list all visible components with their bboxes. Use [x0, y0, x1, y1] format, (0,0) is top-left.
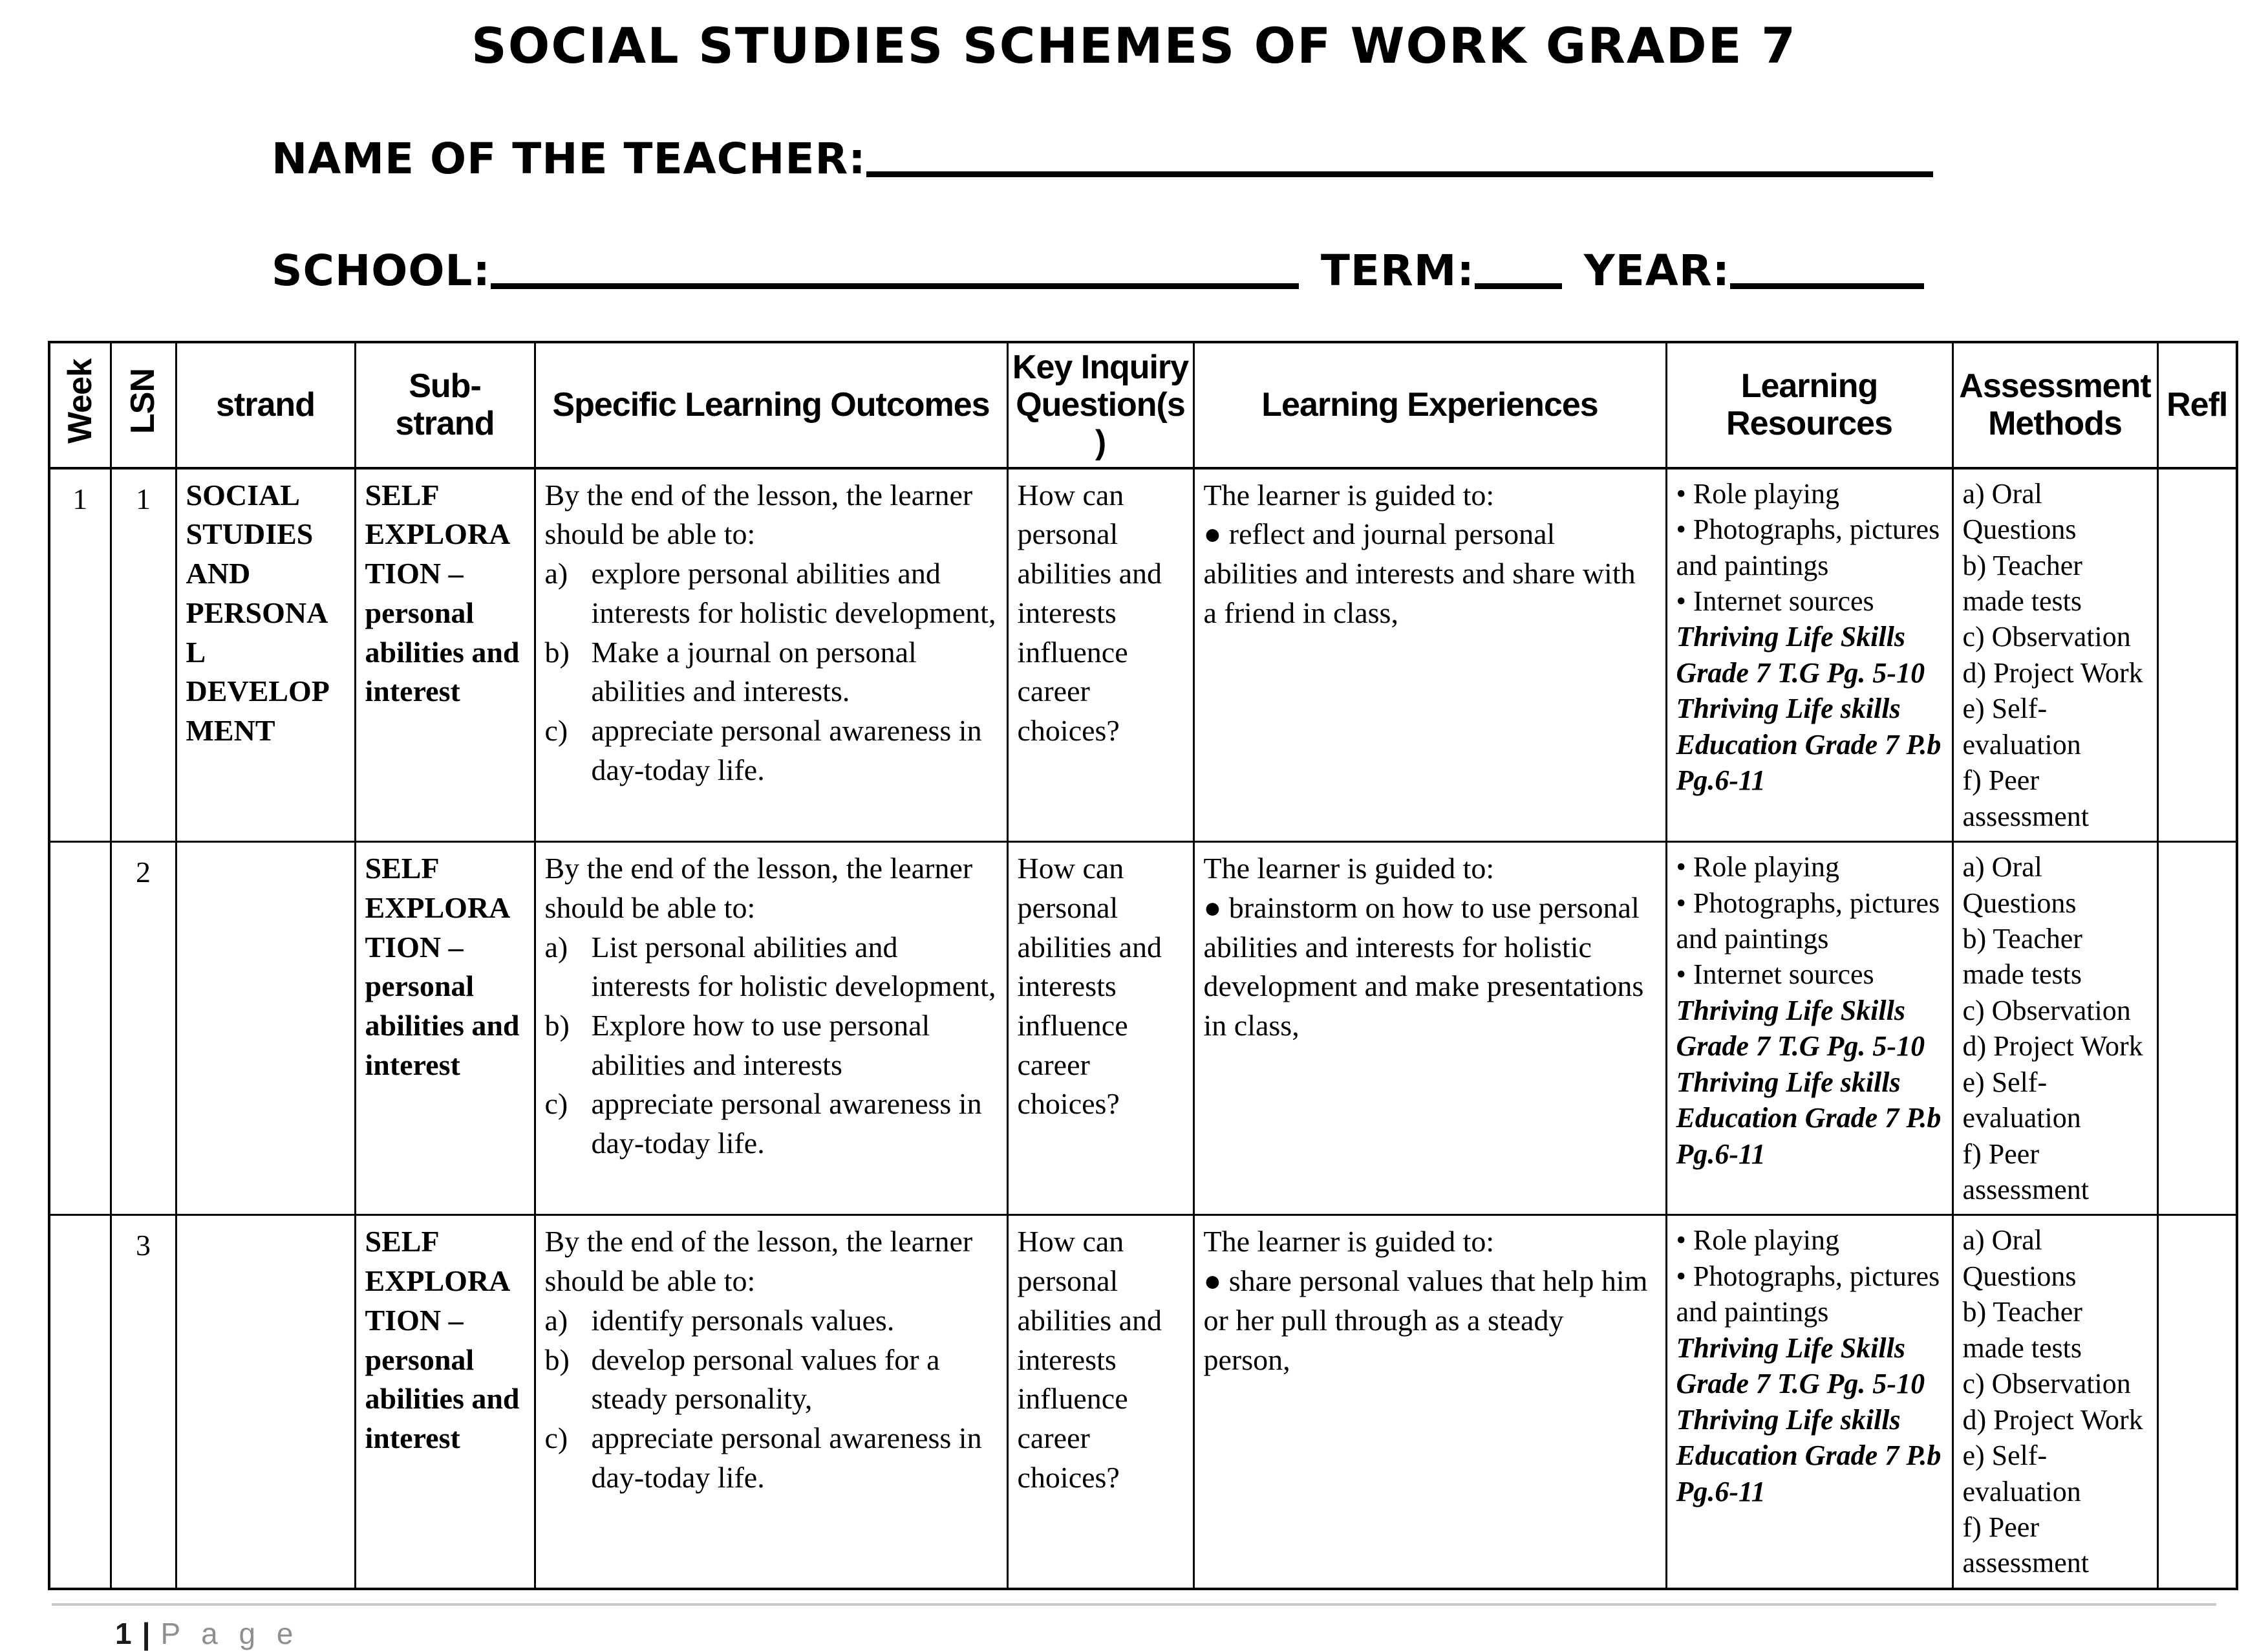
outcome-item: b) develop personal values for a steady personality,: [544, 1343, 940, 1416]
sub-strand-cell: SELF EXPLORATION – personal abilities and interest: [355, 1215, 535, 1589]
resource-item: • Internet sources: [1676, 958, 1874, 991]
lsn-cell: 1: [111, 468, 176, 842]
table-row-lesson-1: [49, 468, 2237, 842]
strand-cell: SOCIAL STUDIES AND PERSONAL DEVELOPMENT: [176, 468, 355, 842]
week-cell: [49, 1215, 111, 1589]
teacher-line: [272, 134, 2268, 184]
header-specific-learning-outcomes: Specific Learning Outcomes: [535, 342, 1007, 468]
resources-cell: [1666, 468, 1952, 842]
header-refl: Refl: [2157, 342, 2237, 468]
year-blank-field: [1730, 277, 1924, 289]
resource-item: • Photographs, pictures and paintings: [1676, 513, 1940, 581]
experiences-intro: The learner is guided to:: [1203, 852, 1495, 885]
assessment-item: f) Peer assessment: [1962, 764, 2090, 832]
assessment-item: d) Project Work: [1962, 1403, 2143, 1436]
assessment-item: a) Oral Questions: [1962, 851, 2077, 919]
assessment-item: b) Teacher made tests: [1962, 549, 2082, 618]
outcomes-intro: By the end of the lesson, the learner should be able to:: [544, 1225, 973, 1298]
sub-strand-cell: SELF EXPLORATION – personal abilities and interest: [355, 842, 535, 1215]
outcome-item: b) Explore how to use personal abilities and interests: [544, 1008, 930, 1081]
header-strand: strand: [176, 342, 355, 468]
assessment-item: b) Teacher made tests: [1962, 922, 2082, 991]
resource-book: Thriving Life skills Education Grade 7 P.b Pg.6-11: [1676, 1403, 1942, 1507]
resource-item: • Photographs, pictures and paintings: [1676, 887, 1940, 955]
experiences-intro: The learner is guided to:: [1203, 478, 1495, 512]
resource-book: Thriving Life Skills Grade 7 T.G Pg. 5-10: [1676, 621, 1925, 689]
header-week-label: Week: [61, 358, 99, 444]
assessment-cell: [1952, 1215, 2157, 1589]
outcome-item: a) List personal abilities and interests for holistic development,: [544, 930, 996, 1003]
resource-book: Thriving Life skills Education Grade 7 P.b Pg.6-11: [1676, 693, 1942, 797]
assessment-item: e) Self-evaluation: [1962, 1440, 2081, 1507]
outcome-item: c) appreciate personal awareness in day-today life.: [544, 1087, 982, 1160]
assessment-item: d) Project Work: [1962, 1030, 2143, 1063]
assessment-cell: [1952, 468, 2157, 842]
refl-cell: [2157, 468, 2237, 842]
outcomes-intro: By the end of the lesson, the learner should be able to:: [544, 478, 973, 551]
school-blank-field: [491, 277, 1299, 289]
header-week: [49, 342, 111, 468]
header-assessment-methods: Assessment Methods: [1952, 342, 2157, 468]
teacher-label: NAME OF THE TEACHER:: [272, 134, 866, 184]
experiences-bullet: ● reflect and journal personal abilities and interests and share with a friend in class,: [1203, 517, 1636, 629]
resources-cell: [1666, 1215, 1952, 1589]
resource-item: • Photographs, pictures and paintings: [1676, 1260, 1940, 1328]
page-footer: [115, 1616, 2268, 1651]
header-learning-experiences: Learning Experiences: [1193, 342, 1666, 468]
outcome-item: c) appreciate personal awareness in day-today life.: [544, 1421, 982, 1494]
experiences-intro: The learner is guided to:: [1203, 1225, 1495, 1258]
header-lsn-label: LSN: [124, 368, 162, 434]
term-blank-field: [1475, 277, 1562, 289]
week-cell: [49, 842, 111, 1215]
refl-cell: [2157, 842, 2237, 1215]
term-label: TERM:: [1320, 246, 1475, 296]
assessment-item: b) Teacher made tests: [1962, 1296, 2082, 1364]
assessment-item: d) Project Work: [1962, 656, 2143, 689]
outcomes-cell: [535, 842, 1007, 1215]
footer-separator: |: [142, 1616, 151, 1650]
experiences-bullet: ● share personal values that help him or her pull through as a steady person,: [1203, 1264, 1648, 1376]
year-label: YEAR:: [1583, 246, 1731, 296]
school-label: SCHOOL:: [272, 246, 491, 296]
header-sub-strand: Sub-strand: [355, 342, 535, 468]
resource-book: Thriving Life Skills Grade 7 T.G Pg. 5-10: [1676, 1332, 1925, 1400]
key-inquiry-cell: How can personal abilities and interests influence career choices?: [1007, 1215, 1193, 1589]
header-lsn: [111, 342, 176, 468]
assessment-item: e) Self-evaluation: [1962, 693, 2081, 761]
page-title: SOCIAL STUDIES SCHEMES OF WORK GRADE 7: [471, 17, 1797, 74]
resource-item: • Internet sources: [1676, 585, 1874, 618]
table-header-row: [49, 342, 2237, 468]
table-row-lesson-3: [49, 1215, 2237, 1589]
outcome-item: b) Make a journal on personal abilities and interests.: [544, 635, 917, 708]
resource-book: Thriving Life Skills Grade 7 T.G Pg. 5-10: [1676, 994, 1925, 1063]
experiences-bullet: ● brainstorm on how to use personal abilities and interests for holistic development and make presentations in class,: [1203, 890, 1644, 1042]
assessment-item: c) Observation: [1962, 1368, 2131, 1400]
key-inquiry-cell: How can personal abilities and interests influence career choices?: [1007, 842, 1193, 1215]
assessment-item: a) Oral Questions: [1962, 477, 2077, 546]
resources-cell: [1666, 842, 1952, 1215]
header-key-inquiry-questions: Key Inquiry Question(s): [1007, 342, 1193, 468]
assessment-item: c) Observation: [1962, 994, 2131, 1026]
experiences-cell: [1193, 842, 1666, 1215]
outcomes-intro: By the end of the lesson, the learner should be able to:: [544, 852, 973, 924]
assessment-item: c) Observation: [1962, 621, 2131, 653]
outcomes-cell: [535, 468, 1007, 842]
table-row-lesson-2: [49, 842, 2237, 1215]
footer-page-number: 1: [115, 1616, 132, 1650]
school-term-year-line: [272, 246, 2268, 296]
footer-page-word: P a g e: [160, 1616, 300, 1650]
outcomes-cell: [535, 1215, 1007, 1589]
header-learning-resources: Learning Resources: [1666, 342, 1952, 468]
assessment-cell: [1952, 842, 2157, 1215]
resource-item: • Role playing: [1676, 851, 1839, 883]
assessment-item: f) Peer assessment: [1962, 1138, 2090, 1206]
lsn-cell: 2: [111, 842, 176, 1215]
assessment-item: e) Self-evaluation: [1962, 1066, 2081, 1134]
strand-cell: [176, 842, 355, 1215]
outcome-item: a) explore personal abilities and interests for holistic development,: [544, 557, 996, 629]
experiences-cell: [1193, 468, 1666, 842]
outcome-item: a) identify personals values.: [544, 1303, 895, 1337]
sub-strand-cell: SELF EXPLORATION – personal abilities and interest: [355, 468, 535, 842]
resource-item: • Role playing: [1676, 477, 1839, 510]
refl-cell: [2157, 1215, 2237, 1589]
teacher-blank-field: [866, 165, 1933, 177]
lsn-cell: 3: [111, 1215, 176, 1589]
week-cell: 1: [49, 468, 111, 842]
experiences-cell: [1193, 1215, 1666, 1589]
outcome-item: c) appreciate personal awareness in day-today life.: [544, 714, 982, 786]
strand-cell: [176, 1215, 355, 1589]
resource-book: Thriving Life skills Education Grade 7 P.b Pg.6-11: [1676, 1066, 1942, 1170]
assessment-item: a) Oral Questions: [1962, 1224, 2077, 1292]
resource-item: • Role playing: [1676, 1224, 1839, 1257]
assessment-item: f) Peer assessment: [1962, 1511, 2090, 1579]
schemes-of-work-table: [48, 341, 2238, 1590]
key-inquiry-cell: How can personal abilities and interests influence career choices?: [1007, 468, 1193, 842]
